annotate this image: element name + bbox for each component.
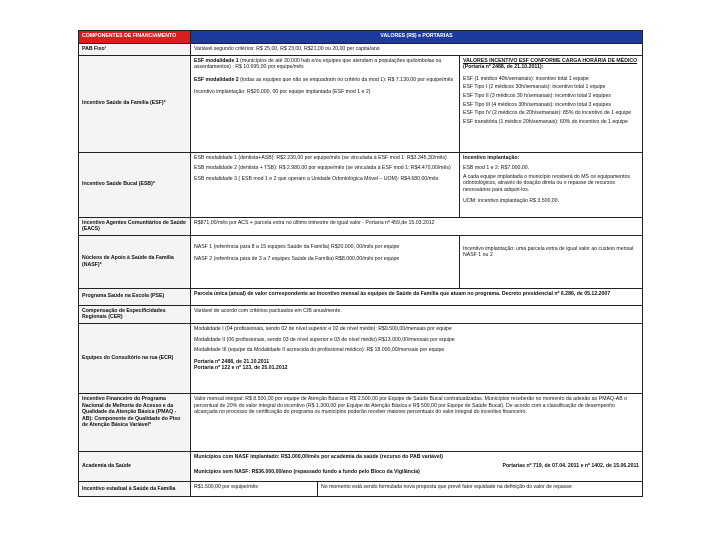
- component-label: Academia da Saúde: [79, 451, 191, 481]
- component-label: Incentivo Saúde da Família (ESF)*: [79, 55, 191, 152]
- esb-mod2: ESB modalidade 2 (dentista + TSB): R$ 2.980,00 por equipe/mês (se vinculada à ESF mod 1: R$4.470,00/mês): [194, 165, 451, 172]
- table-row: [79, 235, 643, 288]
- esf-mod2-title: ESF modalidade 2: [194, 76, 239, 83]
- value-cell: Parcela única (anual) de valor correspondente ao incentivo mensal às equipes de Saúde da Família que atuam no programa. Decreto presidencial nº 6.286, de 05.12.2007: [191, 288, 643, 305]
- esb-right-value: ESB mod 1 e 2: R$7.000,00.: [463, 165, 530, 172]
- component-label: PAB Fixo¹: [79, 44, 191, 56]
- esb-right-text: A cada equipe implantada o município receberá do MS os equipamentos odontológicos, através de doação direta ou o repasse de recursos necessários para adquiri-los.: [463, 173, 630, 193]
- component-label: Equipes do Consultório na rua (ECR): [79, 323, 191, 393]
- esf-mod1-title: ESF modalidade 1: [194, 57, 239, 64]
- academia-portarias: Portarias nº 719, de 07.04. 2011 e nº 1402, de 15.06.2011: [502, 462, 639, 469]
- component-label: Incentivo Financeiro do Programa Nacional de Melhoria do Acesso e da Qualidade da Atenção Básica (PMAQ - AB): Componente de Qualidade do Piso de Atenção Básica Variável*: [79, 393, 191, 451]
- ecr-mod2: Modalidade II (06 profissionais, sendo 03 de nível superior e 03 de nível médio) R$13.000,00/mensais por equipe: [194, 336, 455, 343]
- ecr-mod3: Modalidade III (equipe da Modalidade II acrescida do profissional médico): R$ 18.000,00/mensais por equipe: [194, 347, 445, 354]
- esb-right-uom: UOM: incentivo implantação R$ 3.500,00.: [463, 197, 560, 204]
- estadual-value: R$1.500,00 por equipe/mês: [191, 482, 318, 496]
- esf-mod1-text: (municípios de até 30.000 hab e/ou equipes que atendam a populações quilombolas ou assentamentos) : R$ 10.695,00 por equipe/mês: [194, 57, 442, 71]
- table-row: [79, 152, 643, 217]
- value-cell: [191, 451, 643, 481]
- value-cell: [191, 55, 643, 152]
- financing-table: [78, 30, 643, 497]
- table-row: [79, 481, 643, 496]
- header-values: VALORES (R$) e PORTARIAS: [191, 31, 643, 44]
- component-label: Incentivo Saúde Bucal (ESB)*: [79, 152, 191, 217]
- value-cell: [191, 235, 643, 288]
- table-row: [79, 217, 643, 235]
- table-row: [79, 451, 643, 481]
- table-row: [79, 288, 643, 305]
- ecr-portaria1: Portaria nº 2488, de 21.10.2011: [194, 358, 270, 365]
- table-row: [79, 55, 643, 152]
- esf-right-portaria: (Portaria nº 2488, de 21.10.2011):: [463, 64, 544, 71]
- value-cell: [191, 481, 643, 496]
- esf-type: ESF Tipo I (2 médicos 30h/semanais): incentivo total 1 equipe: [463, 84, 606, 91]
- esf-type: ESF Tipo II (3 médicos 30 h/semanais): incentivo total 2 equipes: [463, 92, 611, 99]
- esf-right-title: VALORES INCENTIVO ESF CONFORME CARGA HORÁRIA DE MÉDICO: [463, 57, 638, 64]
- component-label: Incentivo estadual à Saúde da Família: [79, 481, 191, 496]
- value-cell: R$871,00/mês por ACS + parcela extra no último trimestre de igual valor - Portaria nº 459,de 15.03.2012: [191, 217, 643, 235]
- ecr-portaria2: Portaria nº 122 e nº 123, de 25.01.2012: [194, 365, 288, 372]
- table-row: [79, 393, 643, 451]
- table-row: [79, 305, 643, 323]
- component-label: Compensação de Especificidades Regionais (CER): [79, 305, 191, 323]
- esf-mod2-text: (todas as equipes que não se enquadram no critério da mod 1): R$ 7.130,00 por equipe/mês: [240, 76, 454, 83]
- header-components: COMPONENTES DE FINANCIAMENTO: [79, 31, 191, 44]
- table-row: [79, 44, 643, 56]
- esf-type: ESF Tipo III (4 médicos 30h/semanais): incentivo total 3 equipes: [463, 101, 611, 108]
- academia-line2: Municípios sem NASF: R$36.000,00/ano (repassado fundo a fundo pelo Bloco da Vigilância): [194, 469, 420, 476]
- esf-type: ESF (1 médico 40h/semanais): incentivo total 1 equipe: [463, 75, 589, 82]
- esf-type: ESF Tipo IV (2 médicos de 20h/semanais): 85% do incentivo de 1 equipe: [463, 110, 632, 117]
- value-cell: Valor mensal integral: R$ 8.500,00 por equipe de Atenção Básica e R$ 2.500,00 por Equipe de Saúde Bucal contratualizadas. Municípios receberão no momento da adesão ao PMAQ-AB o percentual de 20% do valor integral do incentivo (R$ 1.300,00 por Equipe de Atenção Básica e R$ 500,00 por Equipe de Saúde Bucal). De acordo com a classificação de desempenho alcançada no processo de certificação do programa os municípios poderão receber maiores percentuais do valor integral do incentivo financeiro.: [191, 393, 643, 451]
- value-cell: [191, 323, 643, 393]
- esb-right-title: Incentivo implantação:: [463, 154, 520, 161]
- table-row: [79, 323, 643, 393]
- esb-mod1: ESB modalidade 1 (dentista+ASB): R$2.230,00 por equipe/mês (se vinculada à ESF mod 1: R$3.345,30/mês): [194, 154, 447, 161]
- value-cell: Variável segundo critérios: R$ 25,00, R$ 23,00, R$21,00 ou 20,00 per capita/ano: [191, 44, 643, 56]
- esf-implant: Incentivo implantação: R$20.000, 00 por equipe implantada (ESF mod 1 e 2): [194, 89, 371, 96]
- esb-mod3: ESB modalidade 3 ( ESB mod 1 e 2 que operam a Unidade Odontológica Móvel – UOM): R$4.680,00/mês: [194, 175, 439, 182]
- component-label: Incentivo Agentes Comunitários de Saúde (EACS): [79, 217, 191, 235]
- nasf-right: Incentivo implantação: uma parcela extra de igual valor ao custeio mensal NASF 1 ou 2: [463, 245, 634, 259]
- ecr-mod1: Modalidade I (04 profissionais, sendo 02 de nível superior e 02 de nível médio): R$9.500,00/mensais por equipe: [194, 325, 452, 332]
- value-cell: [191, 152, 643, 217]
- nasf1: NASF 1 (referência para 8 a 15 equipes Saúde da Família) R$20.000, 00/mês por equipe: [194, 243, 400, 250]
- esf-type: ESF transitória (1 médico 20h/semanais): 60% do incentivo de 1 equipe: [463, 118, 628, 125]
- estadual-note: No momento está sendo formulada nova proposta que prevê fator equidade na definição do valor de repasse: [321, 483, 572, 490]
- academia-line1: Municípios com NASF implantado: R$3.000,00/mês por academia da saúde (recurso do PAB variável): [194, 453, 443, 460]
- nasf2: NASF 2 (referência para de 3 a 7 equipes Saúde da Família) R$8.000,00/mês por equipe: [194, 256, 400, 263]
- component-label: Núcleos de Apoio à Saúde da Família (NASF)*: [79, 235, 191, 288]
- value-cell: Variável de acordo com critérios pactuados em CIB anualmente.: [191, 305, 643, 323]
- component-label: Programa Saúde na Escola (PSE): [79, 288, 191, 305]
- table-header-row: [79, 31, 643, 44]
